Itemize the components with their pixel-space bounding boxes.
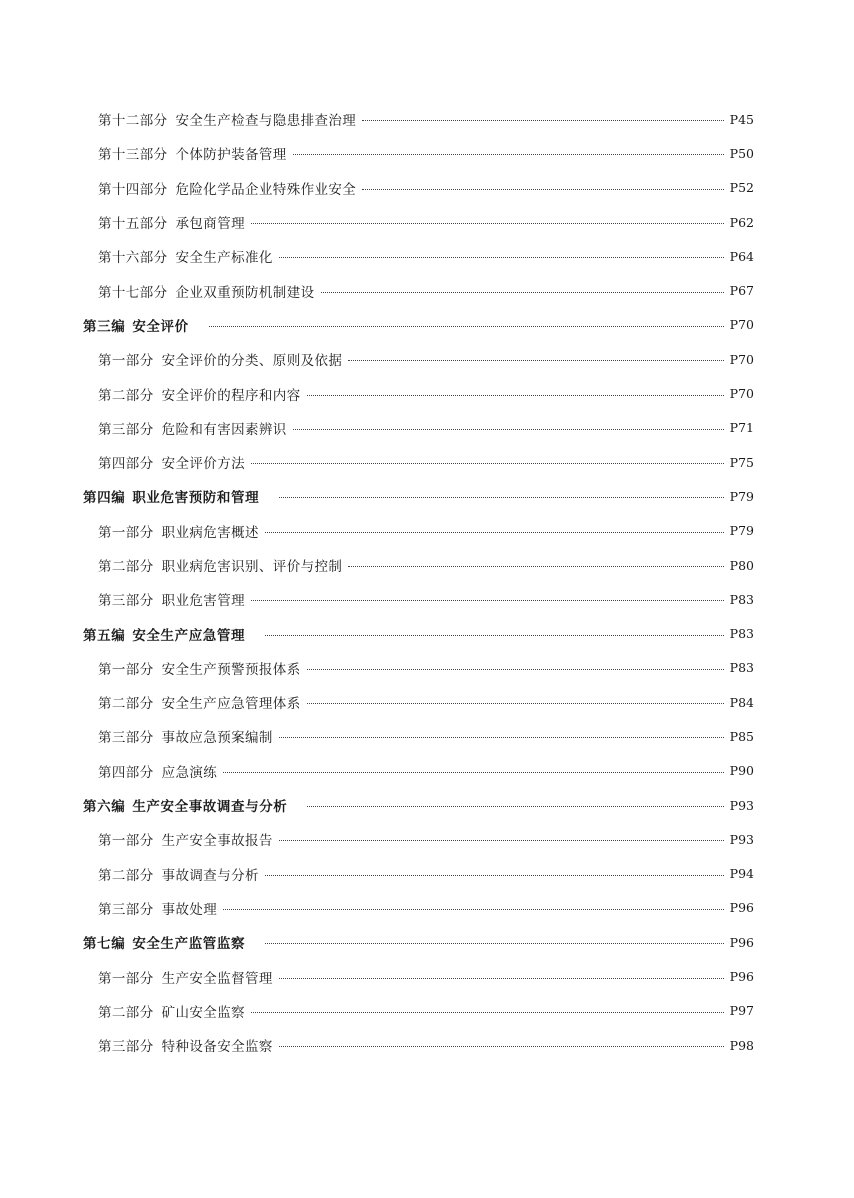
toc-entry[interactable] [0,822,854,856]
toc-entry-number: 第三部分 [98,901,154,918]
toc-entry[interactable] [0,342,854,376]
toc-entry[interactable] [0,205,854,239]
toc-section-heading[interactable] [0,788,854,822]
toc-entry-title: 事故处理 [161,901,218,918]
toc-entry-number: 第三部分 [98,730,154,747]
toc-entry-page: P90 [729,763,754,779]
toc-entry-number: 第十二部分 [98,113,168,130]
toc-entry-title: 承包商管理 [175,216,245,233]
toc-section-title: 职业危害预防和管理 [132,490,260,507]
toc-section-number: 第四编 [83,490,126,507]
toc-entry-title: 职业病危害概述 [161,524,259,541]
toc-entry-title: 安全生产标准化 [175,250,273,267]
dot-leader [279,256,724,258]
dot-leader [251,462,724,464]
toc-section-title: 安全生产监管监察 [132,936,246,953]
toc-section-heading[interactable] [0,479,854,513]
dot-leader [362,119,724,121]
toc-entry-title: 生产安全监督管理 [161,970,273,987]
toc-section-heading[interactable] [0,616,854,650]
toc-entry[interactable] [0,959,854,993]
toc-entry-title: 安全生产应急管理体系 [161,696,301,713]
toc-entry-title: 安全生产预警预报体系 [161,661,301,678]
toc-entry-page: P71 [729,420,754,436]
toc-section-heading[interactable] [0,308,854,342]
toc-entry-title: 事故调查与分析 [161,867,259,884]
toc-entry-number: 第四部分 [98,456,154,473]
toc-entry-number: 第十三部分 [98,147,168,164]
toc-entry-number: 第十六部分 [98,250,168,267]
toc-entry-number: 第二部分 [98,696,154,713]
toc-section-page: P79 [729,488,754,504]
toc-entry-title: 事故应急预案编制 [161,730,273,747]
toc-entry[interactable] [0,102,854,136]
dot-leader [348,565,724,567]
toc-entry-number: 第十五部分 [98,216,168,233]
toc-section-number: 第三编 [83,318,126,335]
toc-section-page: P96 [729,934,754,950]
toc-entry[interactable] [0,376,854,410]
toc-entry-title: 安全评价的分类、原则及依据 [161,353,343,370]
toc-entry-number: 第二部分 [98,1004,154,1021]
dot-leader [307,805,724,807]
toc-entry-page: P83 [729,591,754,607]
toc-entry-title: 生产安全事故报告 [161,833,273,850]
toc-entry-number: 第一部分 [98,353,154,370]
dot-leader [279,736,724,738]
toc-entry-number: 第二部分 [98,559,154,575]
dot-leader [279,496,724,498]
toc-entry-page: P85 [729,728,754,744]
toc-entry[interactable] [0,411,854,445]
toc-entry[interactable] [0,685,854,719]
toc-entry[interactable] [0,445,854,479]
toc-entry-page: P93 [729,831,754,847]
toc-entry-number: 第二部分 [98,387,154,404]
dot-leader [307,394,724,396]
toc-entry-title: 职业病危害识别、评价与控制 [161,559,343,575]
toc-section-page: P93 [729,797,754,813]
toc-entry-number: 第十七部分 [98,284,168,301]
toc-entry[interactable] [0,1028,854,1062]
toc-section-page: P83 [729,626,754,642]
dot-leader [348,359,724,361]
toc-entry-page: P94 [729,866,754,882]
toc-entry-title: 企业双重预防机制建设 [175,284,315,301]
dot-leader [265,531,724,533]
toc-section-number: 第六编 [83,799,126,816]
dot-leader [265,942,724,944]
toc-entry[interactable] [0,548,854,582]
toc-entry-title: 个体防护装备管理 [175,147,287,164]
toc-entry-number: 第一部分 [98,661,154,678]
toc-entry-number: 第一部分 [98,970,154,987]
dot-leader [251,222,724,224]
toc-entry-page: P64 [729,248,754,264]
toc-entry-number: 第十四部分 [98,181,168,198]
toc-entry-page: P97 [729,1003,754,1019]
toc-entry-page: P50 [729,145,754,161]
dot-leader [362,188,724,190]
toc-entry-page: P45 [729,111,754,127]
toc-section-title: 安全评价 [132,318,189,335]
toc-entry-page: P96 [729,900,754,916]
toc-entry-title: 应急演练 [161,764,218,781]
dot-leader [307,702,724,704]
toc-entry[interactable] [0,582,854,616]
dot-leader [223,908,724,910]
toc-entry[interactable] [0,754,854,788]
toc-entry-page: P67 [729,283,754,299]
toc-section-number: 第五编 [83,627,126,644]
toc-entry-number: 第二部分 [98,867,154,884]
toc-entry-page: P75 [729,454,754,470]
toc-entry[interactable] [0,273,854,307]
dot-leader [251,1011,724,1013]
toc-section-title: 生产安全事故调查与分析 [132,799,288,816]
toc-entry[interactable] [0,171,854,205]
dot-leader [265,634,724,636]
toc-entry-page: P80 [729,557,754,573]
toc-entry[interactable] [0,239,854,273]
dot-leader [251,599,724,601]
dot-leader [307,668,724,670]
dot-leader [279,977,724,979]
toc-entry[interactable] [0,514,854,548]
toc-section-title: 安全生产应急管理 [132,627,246,644]
toc-entry-page: P96 [729,969,754,985]
dot-leader [293,153,724,155]
toc-entry[interactable] [0,136,854,170]
toc-entry[interactable] [0,651,854,685]
dot-leader [279,1045,724,1047]
toc-entry-title: 特种设备安全监察 [161,1039,273,1056]
toc-entry-number: 第三部分 [98,421,154,438]
toc-entry-page: P98 [729,1037,754,1053]
toc-entry-number: 第一部分 [98,524,154,541]
toc-entry-number: 第三部分 [98,593,154,610]
dot-leader [223,771,724,773]
toc-section-number: 第七编 [83,936,126,953]
toc-entry-page: P70 [729,386,754,402]
toc-entry-page: P84 [729,694,754,710]
toc-entry-number: 第四部分 [98,764,154,781]
dot-leader [209,325,724,327]
toc-entry-title: 安全生产检查与隐患排查治理 [175,113,357,130]
toc-entry-page: P79 [729,523,754,539]
toc-section-heading[interactable] [0,925,854,959]
table-of-contents [0,102,854,1062]
toc-entry-title: 矿山安全监察 [161,1004,246,1021]
toc-entry[interactable] [0,891,854,925]
dot-leader [265,874,724,876]
toc-entry[interactable] [0,857,854,891]
toc-entry-title: 危险和有害因素辨识 [161,421,287,438]
toc-section-page: P70 [729,317,754,333]
toc-entry-title: 危险化学品企业特殊作业安全 [175,181,357,198]
toc-entry-title: 安全评价方法 [161,456,246,473]
toc-entry[interactable] [0,719,854,753]
toc-entry-number: 第一部分 [98,833,154,850]
dot-leader [321,291,725,293]
dot-leader [293,428,724,430]
toc-entry[interactable] [0,994,854,1028]
toc-entry-title: 职业危害管理 [161,593,246,610]
toc-entry-title: 安全评价的程序和内容 [161,387,301,404]
dot-leader [279,839,724,841]
toc-entry-page: P52 [729,180,754,196]
toc-entry-number: 第三部分 [98,1039,154,1056]
toc-entry-page: P83 [729,660,754,676]
toc-entry-page: P70 [729,351,754,367]
toc-entry-page: P62 [729,214,754,230]
